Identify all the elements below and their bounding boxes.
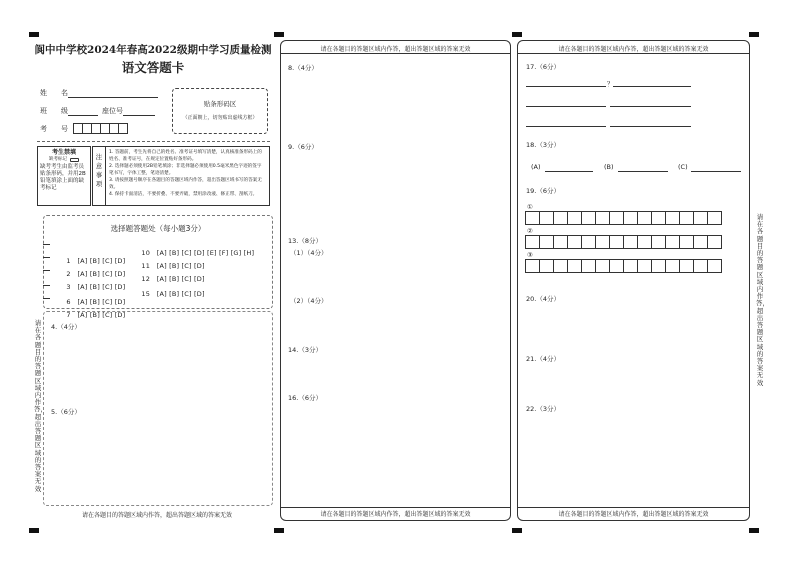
grid-cell[interactable] — [623, 211, 638, 225]
grid-cell[interactable] — [539, 259, 554, 273]
timing-mark — [43, 298, 50, 299]
question-16: 16.（6分） — [288, 394, 322, 402]
question-5: 5.（6分） — [51, 408, 81, 416]
grid-cell[interactable] — [693, 259, 708, 273]
grid-cell[interactable] — [637, 211, 652, 225]
question-19-sub-3: ③ — [527, 251, 533, 259]
multiple-choice-title: 选择题答题处（每小题3分） — [110, 224, 206, 233]
grid-cell[interactable] — [665, 211, 680, 225]
grid-cell[interactable] — [567, 235, 582, 249]
barcode-note: （正面朝上，切勿贴出虚线方框） — [182, 115, 258, 121]
exam-notice-title: 考生禁填 — [51, 149, 76, 156]
grid-cell[interactable] — [679, 211, 694, 225]
grid-cell[interactable] — [525, 211, 540, 225]
divider — [518, 507, 749, 508]
writing-grid-1[interactable] — [525, 211, 721, 225]
grid-cell[interactable] — [553, 211, 568, 225]
notice-item: 4. 保持卡面清洁，不要折叠、不要弄破，禁用涂改液、修正带、刮纸刀。 — [109, 192, 258, 197]
exam-no-box[interactable] — [118, 123, 128, 134]
grid-cell[interactable] — [595, 211, 610, 225]
exam-notice-body: 缺考考生由监考员贴条形码，并用2B铅笔填涂上面的缺考标记 — [40, 164, 86, 191]
choice-left[interactable]: 2 [A] [B] [C] [D] — [66, 270, 126, 278]
registration-mark — [512, 32, 522, 37]
choice-right[interactable]: 15 [A] [B] [C] [D] — [141, 290, 205, 298]
question-20: 20.（4分） — [526, 295, 560, 303]
notice-item: 1. 答题前，考生先将自己的姓名、准考证号填写清楚，认真核准条形码上的姓名、准考证号，在规定位置贴好条形码。 — [109, 150, 262, 162]
timing-mark — [43, 270, 50, 271]
grid-cell[interactable] — [651, 235, 666, 249]
choice-right[interactable]: 12 [A] [B] [C] [D] — [141, 275, 205, 283]
notice-item: 3. 请按照题号顺序在各题目的答题区域内作答，超出答题区域书写的答案无效。 — [109, 178, 262, 190]
answer-line[interactable] — [613, 86, 691, 87]
grid-cell[interactable] — [581, 259, 596, 273]
registration-mark — [274, 32, 284, 37]
grid-cell[interactable] — [567, 211, 582, 225]
exam-no-field[interactable] — [40, 123, 127, 134]
registration-mark — [512, 528, 522, 533]
timing-mark — [43, 285, 50, 286]
grid-cell[interactable] — [637, 259, 652, 273]
divider — [281, 53, 510, 54]
question-22: 22.（3分） — [526, 405, 560, 413]
side-warning-right: 请在各题目的答题区域内作答，超出答题区域的答案无效 — [756, 213, 769, 387]
grid-cell[interactable] — [539, 211, 554, 225]
seat-label: 座位号 — [102, 107, 123, 115]
question-21: 21.（4分） — [526, 355, 560, 363]
grid-cell[interactable] — [595, 259, 610, 273]
missing-mark-box[interactable] — [70, 158, 79, 162]
grid-cell[interactable] — [665, 235, 680, 249]
answer-line[interactable] — [526, 126, 606, 127]
registration-mark — [274, 528, 284, 533]
barcode-area — [172, 88, 268, 134]
grid-cell[interactable] — [679, 235, 694, 249]
answer-line[interactable] — [526, 106, 606, 107]
side-warning-left: 请在各题目的答题区域内作答，超出答题区域的答案无效 — [34, 319, 47, 493]
question-14: 14.（3分） — [288, 346, 322, 354]
school-title: 阆中中学校2024年春高2022级期中学习质量检测 — [34, 44, 272, 56]
grid-cell[interactable] — [609, 235, 624, 249]
missing-mark-label: 缺考标记 — [49, 157, 67, 162]
grid-cell[interactable] — [623, 259, 638, 273]
answer-line[interactable] — [691, 171, 741, 172]
option-c-label: (C) — [678, 163, 688, 171]
timing-mark — [43, 257, 50, 258]
panel-footer-warning: 请在各题目的答题区域内作答，超出答题区域的答案无效 — [320, 511, 471, 518]
exam-notice-box — [37, 146, 91, 206]
middle-panel — [280, 40, 511, 521]
footer-warning: 请在各题目的答题区域内作答，超出答题区域的答案无效 — [81, 512, 232, 519]
class-field[interactable] — [40, 106, 155, 116]
grid-cell[interactable] — [651, 259, 666, 273]
grid-cell[interactable] — [651, 211, 666, 225]
question-17-mark: ？ — [607, 80, 614, 88]
answer-line[interactable] — [610, 106, 691, 107]
question-4: 4.（4分） — [51, 323, 81, 331]
seat-line[interactable] — [123, 108, 155, 116]
notices-box — [105, 146, 270, 206]
grid-cell[interactable] — [665, 259, 680, 273]
grid-cell[interactable] — [553, 259, 568, 273]
name-label: 姓 名 — [40, 89, 68, 97]
choice-right[interactable]: 10 [A] [B] [C] [D] [E] [F] [G] [H] — [141, 249, 255, 257]
choice-right[interactable]: 11 [A] [B] [C] [D] — [141, 262, 205, 270]
option-b-label: (B) — [604, 163, 614, 171]
panel-footer-warning: 请在各题目的答题区域内作答，超出答题区域的答案无效 — [558, 511, 709, 518]
panel-header-warning: 请在各题目的答题区域内作答，超出答题区域的答案无效 — [558, 46, 709, 53]
grid-cell[interactable] — [539, 235, 554, 249]
grid-cell[interactable] — [693, 211, 708, 225]
choice-row[interactable] — [129, 281, 205, 306]
grid-cell[interactable] — [707, 211, 722, 225]
answer-area-q4-q5[interactable] — [43, 311, 273, 506]
question-19: 19.（6分） — [526, 187, 560, 195]
panel-header-warning: 请在各题目的答题区域内作答，超出答题区域的答案无效 — [320, 46, 471, 53]
question-17: 17.（6分） — [526, 63, 560, 71]
question-8: 8.（4分） — [288, 64, 318, 72]
multiple-choice-box — [43, 215, 273, 319]
question-19-sub-1: ① — [527, 203, 533, 211]
grid-cell[interactable] — [679, 259, 694, 273]
writing-grid-3[interactable] — [525, 259, 721, 273]
answer-line[interactable] — [618, 171, 668, 172]
question-13-part-1: （1）（4分） — [290, 249, 328, 257]
divider — [37, 141, 270, 142]
option-a-label: (A) — [531, 163, 541, 171]
grid-cell[interactable] — [581, 211, 596, 225]
answer-line[interactable] — [610, 126, 691, 127]
grid-cell[interactable] — [525, 259, 540, 273]
grid-cell[interactable] — [567, 259, 582, 273]
grid-cell[interactable] — [609, 259, 624, 273]
grid-cell[interactable] — [707, 259, 722, 273]
answer-line[interactable] — [545, 171, 593, 172]
grid-cell[interactable] — [553, 235, 568, 249]
choice-left[interactable]: 6 [A] [B] [C] [D] — [66, 298, 126, 306]
registration-mark — [29, 528, 39, 533]
writing-grid-2[interactable] — [525, 235, 721, 249]
question-19-sub-2: ② — [527, 227, 533, 235]
grid-cell[interactable] — [525, 235, 540, 249]
choice-left[interactable]: 1 [A] [B] [C] [D] — [66, 257, 126, 265]
choice-left[interactable]: 3 [A] [B] [C] [D] — [66, 283, 126, 291]
missing-mark-row — [40, 156, 88, 163]
class-line[interactable] — [68, 108, 98, 116]
answer-line[interactable] — [526, 86, 606, 87]
notices-heading: 注意事项 — [92, 146, 106, 206]
notice-item: 2. 选择题必须使用2B铅笔填涂；非选择题必须使用0.5毫米黑色字迹的签字笔书写，字体工整，笔迹清楚。 — [109, 164, 262, 176]
class-label: 班 级 — [40, 107, 68, 115]
grid-cell[interactable] — [623, 235, 638, 249]
question-13-part-2: （2）（4分） — [290, 297, 328, 305]
question-9: 9.（6分） — [288, 143, 318, 151]
timing-mark — [43, 244, 50, 245]
grid-cell[interactable] — [693, 235, 708, 249]
question-18: 18.（3分） — [526, 141, 560, 149]
registration-mark — [29, 32, 39, 37]
grid-cell[interactable] — [595, 235, 610, 249]
question-13: 13.（8分） — [288, 237, 322, 245]
exam-no-label: 考 号 — [40, 124, 68, 133]
registration-mark — [749, 528, 759, 533]
barcode-title: 贴条形码区 — [203, 100, 237, 108]
grid-cell[interactable] — [707, 235, 722, 249]
right-panel — [517, 40, 750, 521]
grid-cell[interactable] — [609, 211, 624, 225]
grid-cell[interactable] — [637, 235, 652, 249]
sheet-title: 语文答题卡 — [121, 60, 185, 75]
registration-mark — [749, 32, 759, 37]
divider — [518, 53, 749, 54]
grid-cell[interactable] — [581, 235, 596, 249]
divider — [281, 507, 510, 508]
choice-left[interactable]: 7 [A] [B] [C] [D] — [66, 311, 126, 319]
name-field[interactable] — [40, 88, 158, 98]
name-line[interactable] — [68, 90, 158, 98]
